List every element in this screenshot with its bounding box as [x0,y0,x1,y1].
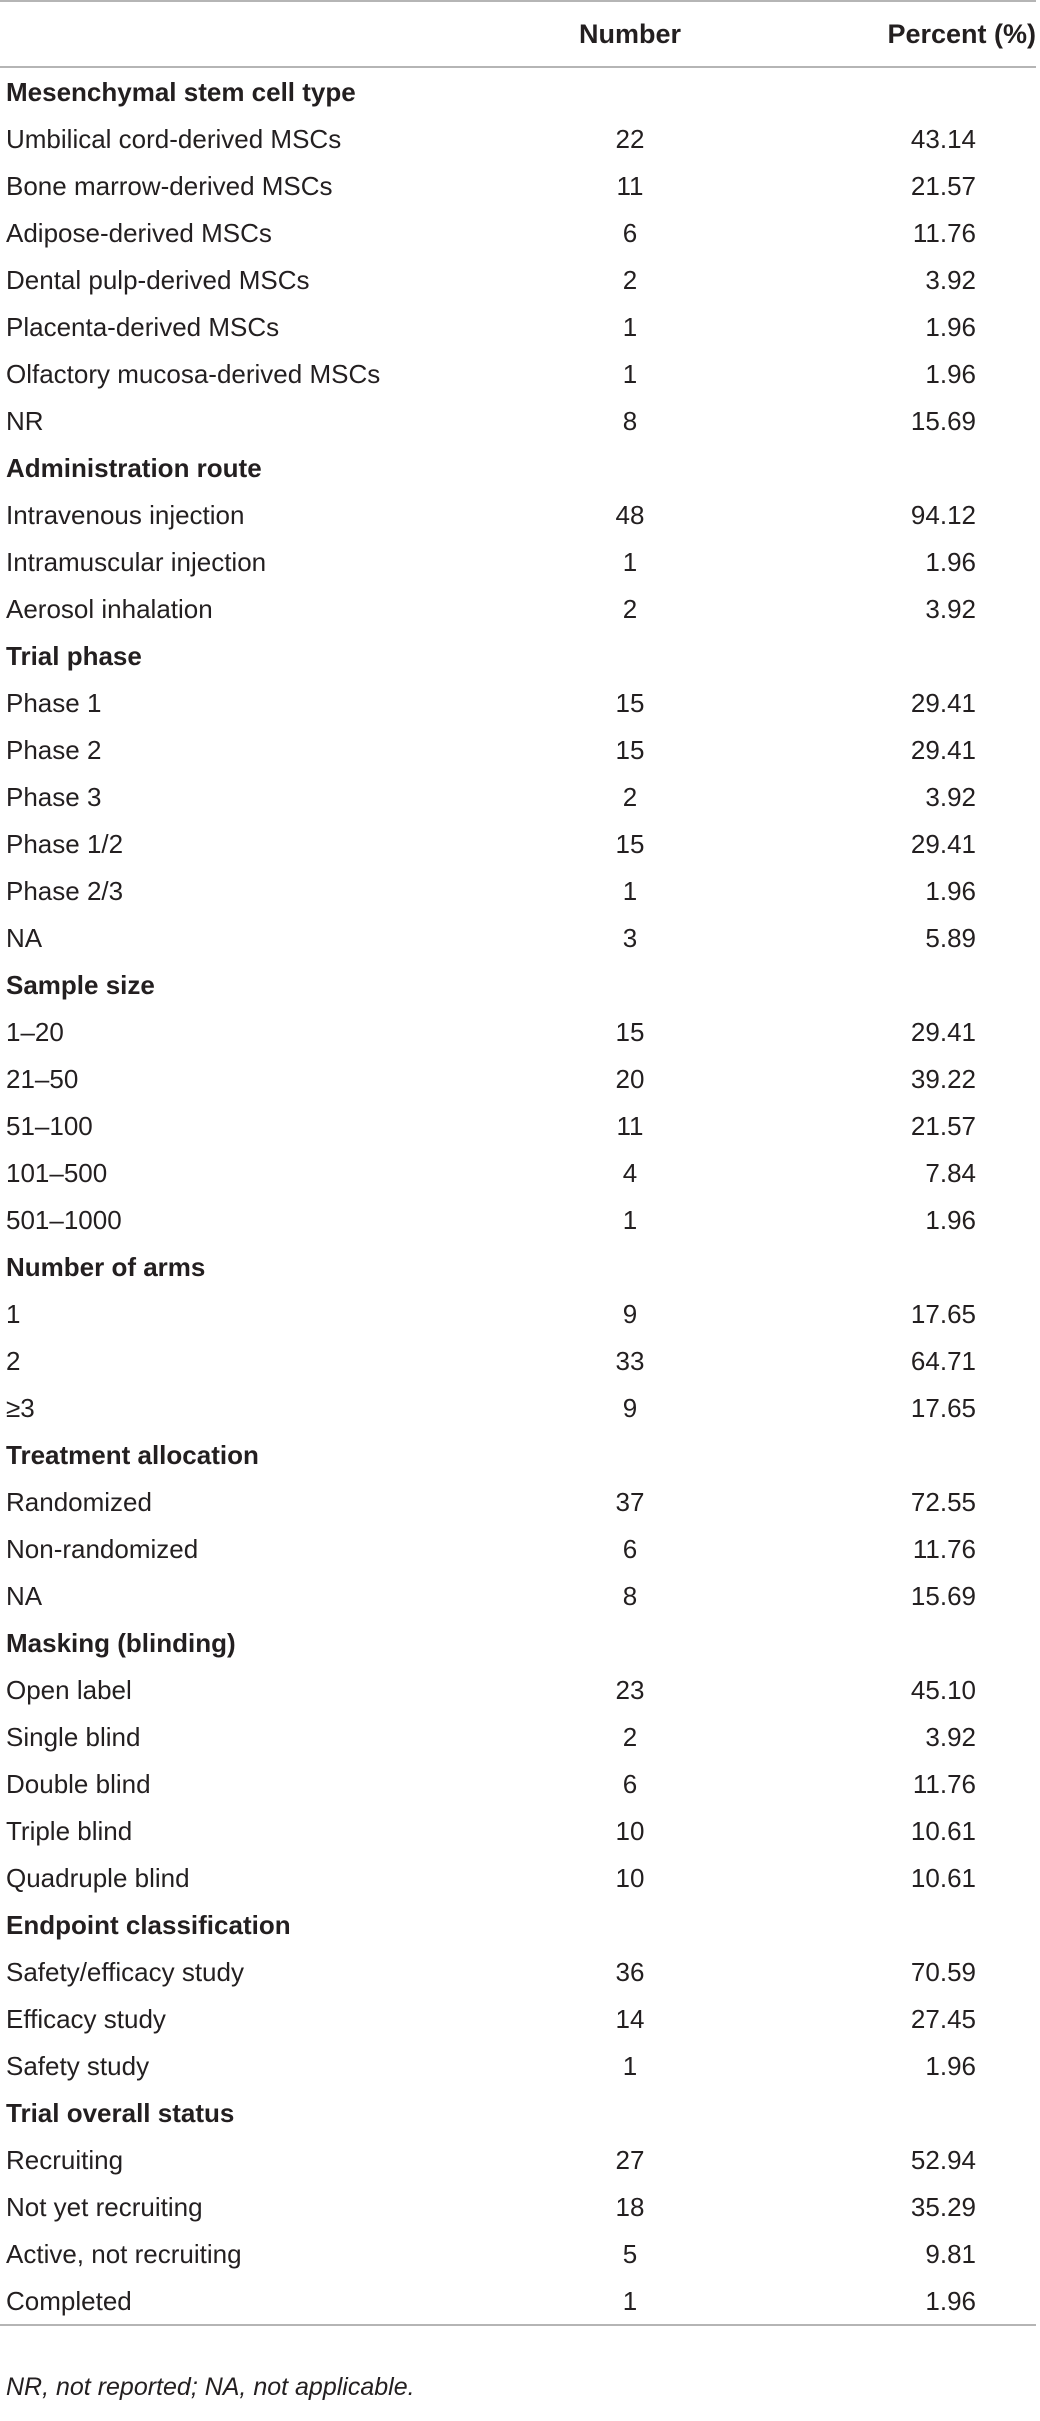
table-row [0,1995,1036,2042]
table-row [0,303,1036,350]
row-label-cell: 1 [6,1298,21,1329]
table-row [0,538,1036,585]
row-percent-cell: 72.55 [910,1486,976,1517]
row-label-cell: Randomized [6,1486,152,1517]
row-label-cell: Safety/efficacy study [6,1956,244,1987]
section-header-row [0,961,1036,1008]
row-percent-cell: 21.57 [910,1110,976,1141]
section-title: Mesenchymal stem cell type [6,76,356,107]
row-label-cell: Intramuscular injection [6,546,267,577]
table-row [0,1760,1036,1807]
row-percent-cell: 11.76 [912,217,976,248]
row-percent-cell: 29.41 [910,687,976,718]
row-number-cell: 23 [615,1674,645,1705]
header-number-cell: Number [546,1,714,67]
table-row [0,867,1036,914]
row-number-cell: 4 [622,1157,638,1188]
row-label-cell: NR [6,405,44,436]
row-percent-cell: 11.76 [912,1768,976,1799]
row-percent-cell: 1.96 [714,2277,1036,2325]
row-label-cell: Single blind [6,1721,141,1752]
row-percent-cell: 35.29 [910,2191,976,2222]
row-number-cell: 18 [615,2191,645,2222]
table-row [0,1572,1036,1619]
row-number-cell: 1 [622,2050,638,2081]
section-empty-percent-cell [714,1619,1036,1666]
row-percent-cell: 3.92 [925,264,976,295]
table-row [0,1337,1036,1384]
table-row [0,256,1036,303]
row-number-cell: 48 [615,499,645,530]
section-title: Trial phase [6,640,142,671]
row-percent-cell: 94.12 [910,499,976,530]
row-percent-cell: 15.69 [910,405,976,436]
row-label-cell: 2 [6,1345,21,1376]
section-empty-number-cell [546,632,714,679]
table-row [0,2277,1036,2325]
row-label-cell: Phase 1 [6,687,102,718]
section-empty-percent-cell [714,1901,1036,1948]
table-row [0,773,1036,820]
row-percent-cell: 1.96 [925,546,976,577]
row-label-cell: Bone marrow-derived MSCs [6,170,333,201]
row-label-cell: 101–500 [6,1157,108,1188]
row-percent-cell: 45.10 [910,1674,976,1705]
table-row [0,209,1036,256]
table-row [0,1525,1036,1572]
row-percent-cell: 15.69 [910,1580,976,1611]
row-number-cell: 2 [622,593,638,624]
table-row [0,115,1036,162]
row-number-cell: 20 [615,1063,645,1094]
row-number-cell: 8 [622,405,638,436]
table-row [0,397,1036,444]
row-label-cell: Quadruple blind [6,1862,190,1893]
row-number-cell: 1 [622,546,638,577]
table-row [0,2230,1036,2277]
section-empty-number-cell [546,444,714,491]
row-number-cell: 15 [615,734,645,765]
table-footnote: NR, not reported; NA, not applicable. [6,2373,415,2401]
row-label-cell: Intravenous injection [6,499,245,530]
table-row [0,1713,1036,1760]
row-percent-cell: 10.61 [910,1815,976,1846]
row-number-cell: 10 [615,1862,645,1893]
row-percent-cell: 7.84 [925,1157,976,1188]
table-row [0,1008,1036,1055]
row-percent-cell: 64.71 [910,1345,976,1376]
row-percent-cell: 17.65 [910,1392,976,1423]
row-label-cell: Dental pulp-derived MSCs [6,264,310,295]
row-label-cell: Phase 2/3 [6,875,124,906]
row-label-cell: 51–100 [6,1110,93,1141]
table-row [0,679,1036,726]
row-number-cell: 1 [546,2277,714,2325]
table-row [0,162,1036,209]
section-header-row [0,67,1036,115]
row-label-cell: Phase 2 [6,734,102,765]
table-row [0,2042,1036,2089]
row-number-cell: 2 [622,1721,638,1752]
row-percent-cell: 70.59 [910,1956,976,1987]
row-number-cell: 11 [616,1110,644,1141]
row-number-cell: 6 [622,217,638,248]
section-header-row [0,2089,1036,2136]
section-empty-number-cell [546,1431,714,1478]
section-empty-number-cell [546,1243,714,1290]
row-percent-cell: 43.14 [910,123,976,154]
table-row [0,820,1036,867]
section-header-row [0,444,1036,491]
section-empty-percent-cell [714,2089,1036,2136]
section-empty-percent-cell [714,444,1036,491]
row-label-cell: Umbilical cord-derived MSCs [6,123,342,154]
row-percent-cell: 11.76 [912,1533,976,1564]
row-percent-cell: 9.81 [925,2238,976,2269]
section-title: Treatment allocation [6,1439,259,1470]
section-empty-percent-cell [714,67,1036,115]
table-row [0,2136,1036,2183]
row-label-cell: Phase 3 [6,781,102,812]
row-number-cell: 9 [622,1298,638,1329]
row-number-cell: 36 [615,1956,645,1987]
section-empty-percent-cell [714,961,1036,1008]
row-number-cell: 10 [615,1815,645,1846]
row-number-cell: 3 [622,922,638,953]
section-header-row [0,632,1036,679]
row-number-cell: 14 [615,2003,645,2034]
row-number-cell: 11 [616,170,644,201]
section-header-row [0,1243,1036,1290]
row-number-cell: 6 [622,1533,638,1564]
section-empty-number-cell [546,961,714,1008]
row-number-cell: 1 [622,1204,638,1235]
row-number-cell: 15 [615,687,645,718]
table-row [0,1149,1036,1196]
row-number-cell: 9 [622,1392,638,1423]
section-empty-number-cell [546,2089,714,2136]
table-row [0,350,1036,397]
row-number-cell: 2 [622,781,638,812]
header-percent-cell: Percent (%) [714,1,1036,67]
row-number-cell: 2 [622,264,638,295]
section-empty-number-cell [546,1619,714,1666]
row-number-cell: 1 [622,358,638,389]
row-percent-cell: 3.92 [925,1721,976,1752]
row-number-cell: 6 [622,1768,638,1799]
section-header-row [0,1619,1036,1666]
row-label-cell: Double blind [6,1768,151,1799]
row-label-cell: Completed [0,2277,546,2325]
row-label-cell: Olfactory mucosa-derived MSCs [6,358,381,389]
row-number-cell: 15 [615,1016,645,1047]
section-header-row [0,1901,1036,1948]
row-label-cell: ≥3 [6,1392,35,1423]
section-title: Endpoint classification [6,1909,291,1940]
row-number-cell: 27 [615,2144,645,2175]
row-label-cell: Active, not recruiting [6,2238,242,2269]
section-empty-number-cell [546,67,714,115]
row-percent-cell: 29.41 [910,1016,976,1047]
row-percent-cell: 29.41 [910,734,976,765]
section-empty-number-cell [546,1901,714,1948]
table-row [0,1478,1036,1525]
row-percent-cell: 3.92 [925,593,976,624]
header-label-cell [0,1,546,67]
row-percent-cell: 1.96 [925,875,976,906]
table-row [0,585,1036,632]
section-empty-percent-cell [714,1431,1036,1478]
row-number-cell: 15 [615,828,645,859]
section-header-row [0,1431,1036,1478]
row-label-cell: Non-randomized [6,1533,199,1564]
row-label-cell: 501–1000 [6,1204,122,1235]
row-label-cell: Placenta-derived MSCs [6,311,280,342]
row-number-cell: 5 [622,2238,638,2269]
section-title: Trial overall status [6,2097,235,2128]
row-percent-cell: 1.96 [925,2050,976,2081]
table-row [0,1102,1036,1149]
row-percent-cell: 52.94 [910,2144,976,2175]
row-label-cell: Aerosol inhalation [6,593,213,624]
row-percent-cell: 27.45 [910,2003,976,2034]
row-percent-cell: 29.41 [910,828,976,859]
row-label-cell: NA [6,1580,43,1611]
row-percent-cell: 1.96 [925,311,976,342]
section-empty-percent-cell [714,632,1036,679]
table-row [0,1196,1036,1243]
table-row [0,1807,1036,1854]
table-row [0,1384,1036,1431]
row-label-cell: NA [6,922,43,953]
row-label-cell: Open label [6,1674,132,1705]
section-title: Sample size [6,969,155,1000]
table-row [0,2183,1036,2230]
table-row [0,1854,1036,1901]
row-percent-cell: 39.22 [910,1063,976,1094]
row-percent-cell: 5.89 [925,922,976,953]
row-percent-cell: 1.96 [925,358,976,389]
table-row [0,491,1036,538]
row-number-cell: 37 [615,1486,645,1517]
row-label-cell: Adipose-derived MSCs [6,217,272,248]
table-row [0,726,1036,773]
row-number-cell: 8 [622,1580,638,1611]
row-percent-cell: 1.96 [925,1204,976,1235]
row-label-cell: Safety study [6,2050,150,2081]
row-percent-cell: 17.65 [910,1298,976,1329]
section-title: Number of arms [6,1251,206,1282]
row-label-cell: Not yet recruiting [6,2191,203,2222]
section-title: Masking (blinding) [6,1627,236,1658]
row-label-cell: 1–20 [6,1016,64,1047]
section-title: Administration route [6,452,262,483]
row-number-cell: 33 [615,1345,645,1376]
table-row [0,1055,1036,1102]
row-label-cell: Recruiting [6,2144,124,2175]
row-label-cell: Efficacy study [6,2003,166,2034]
table-row [0,1666,1036,1713]
table-row [0,1948,1036,1995]
table-header-row [0,1,1036,67]
row-percent-cell: 3.92 [925,781,976,812]
table-body [0,67,1036,2325]
row-label-cell: Phase 1/2 [6,828,124,859]
row-label-cell: Triple blind [6,1815,133,1846]
table-row [0,914,1036,961]
section-empty-percent-cell [714,1243,1036,1290]
row-number-cell: 1 [622,875,638,906]
row-number-cell: 1 [622,311,638,342]
row-label-cell: 21–50 [6,1063,79,1094]
row-percent-cell: 21.57 [910,170,976,201]
row-number-cell: 22 [615,123,645,154]
table-row [0,1290,1036,1337]
row-percent-cell: 10.61 [910,1862,976,1893]
